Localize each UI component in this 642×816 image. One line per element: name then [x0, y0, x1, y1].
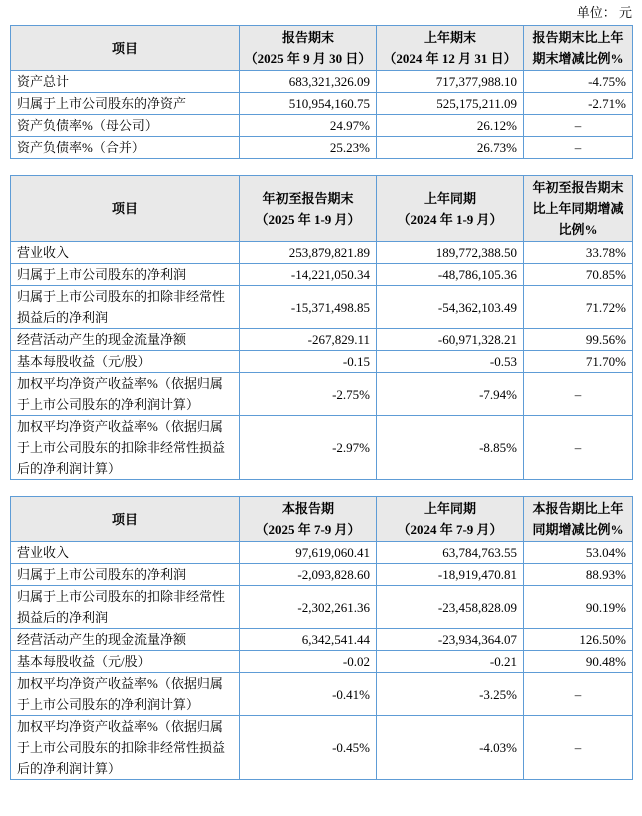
- table-header: [11, 176, 633, 242]
- prior-period-title: 上年同期: [423, 501, 476, 516]
- current-value-cell: 510,954,160.75: [240, 93, 377, 115]
- table-row: [11, 586, 633, 629]
- prior-value-cell: 189,772,388.50: [377, 242, 524, 264]
- item-cell: 基本每股收益（元/股）: [11, 651, 240, 673]
- column-header-current-period: [240, 176, 377, 242]
- change-value-cell: –: [524, 373, 633, 416]
- prior-value-cell: 717,377,988.10: [377, 71, 524, 93]
- unit-label: 单位： 元: [576, 5, 632, 20]
- table-row: [11, 351, 633, 373]
- table-header: [11, 26, 633, 71]
- change-value-cell: 126.50%: [524, 629, 633, 651]
- item-cell: 归属于上市公司股东的扣除非经常性损益后的净利润: [11, 286, 240, 329]
- table-row: [11, 137, 633, 159]
- table-row: [11, 93, 633, 115]
- table-row: [11, 564, 633, 586]
- current-value-cell: -0.02: [240, 651, 377, 673]
- prior-value-cell: 26.12%: [377, 115, 524, 137]
- change-value-cell: -4.75%: [524, 71, 633, 93]
- current-value-cell: -0.45%: [240, 716, 377, 780]
- prior-value-cell: -60,971,328.21: [377, 329, 524, 351]
- item-cell: 加权平均净资产收益率%（依据归属于上市公司股东的扣除非经常性损益后的净利润计算）: [11, 416, 240, 480]
- column-header-change-ratio: 报告期末比上年期末增减比例%: [524, 26, 633, 71]
- prior-value-cell: -0.21: [377, 651, 524, 673]
- current-value-cell: -2.75%: [240, 373, 377, 416]
- current-period-title: 年初至报告期末: [262, 190, 354, 206]
- current-value-cell: -15,371,498.85: [240, 286, 377, 329]
- table-row: [11, 115, 633, 137]
- prior-value-cell: -8.85%: [377, 416, 524, 480]
- prior-value-cell: 63,784,763.55: [377, 542, 524, 564]
- change-value-cell: 90.19%: [524, 586, 633, 629]
- prior-value-cell: -48,786,105.36: [377, 264, 524, 286]
- item-cell: 归属于上市公司股东的净资产: [11, 93, 240, 115]
- prior-value-cell: -23,458,828.09: [377, 586, 524, 629]
- prior-value-cell: 525,175,211.09: [377, 93, 524, 115]
- item-cell: 基本每股收益（元/股）: [11, 351, 240, 373]
- header-row: [11, 176, 633, 242]
- change-value-cell: –: [524, 115, 633, 137]
- item-cell: 资产总计: [11, 71, 240, 93]
- change-value-cell: 33.78%: [524, 242, 633, 264]
- table-row: [11, 373, 633, 416]
- current-value-cell: 25.23%: [240, 137, 377, 159]
- change-value-cell: -2.71%: [524, 93, 633, 115]
- current-value-cell: -2.97%: [240, 416, 377, 480]
- current-value-cell: 253,879,821.89: [240, 242, 377, 264]
- prior-value-cell: -3.25%: [377, 673, 524, 716]
- prior-value-cell: -0.53: [377, 351, 524, 373]
- change-value-cell: –: [524, 673, 633, 716]
- current-value-cell: -0.15: [240, 351, 377, 373]
- current-value-cell: 24.97%: [240, 115, 377, 137]
- table-row: [11, 651, 633, 673]
- current-period-title: 本报告期: [281, 501, 334, 516]
- column-header-current-period: [240, 26, 377, 71]
- item-cell: 加权平均净资产收益率%（依据归属于上市公司股东的净利润计算）: [11, 673, 240, 716]
- current-value-cell: -2,093,828.60: [240, 564, 377, 586]
- column-header-prior-period: [377, 176, 524, 242]
- column-header-change-ratio: 本报告期比上年同期增减比例%: [524, 497, 633, 542]
- table-row: [11, 286, 633, 329]
- item-cell: 加权平均净资产收益率%（依据归属于上市公司股东的扣除非经常性损益后的净利润计算）: [11, 716, 240, 780]
- header-row: [11, 497, 633, 542]
- change-value-cell: 99.56%: [524, 329, 633, 351]
- column-header-prior-period: [377, 497, 524, 542]
- table-row: [11, 264, 633, 286]
- column-header-item: 项目: [11, 176, 240, 242]
- change-value-cell: 71.72%: [524, 286, 633, 329]
- table-row: [11, 416, 633, 480]
- change-value-cell: 53.04%: [524, 542, 633, 564]
- table-row: [11, 716, 633, 780]
- current-quarter-results-table: [10, 496, 633, 780]
- prior-value-cell: -54,362,103.49: [377, 286, 524, 329]
- item-cell: 营业收入: [11, 242, 240, 264]
- period-end-balance-table: [10, 25, 633, 159]
- prior-period-title: 上年期末: [423, 30, 476, 45]
- item-cell: 资产负债率%（母公司）: [11, 115, 240, 137]
- current-value-cell: -0.41%: [240, 673, 377, 716]
- column-header-current-period: [240, 497, 377, 542]
- change-value-cell: –: [524, 137, 633, 159]
- column-header-item: 项目: [11, 26, 240, 71]
- change-value-cell: –: [524, 716, 633, 780]
- prior-period-dates: （2024 年 12 月 31 日）: [383, 51, 517, 66]
- item-cell: 归属于上市公司股东的净利润: [11, 564, 240, 586]
- item-cell: 经营活动产生的现金流量净额: [11, 629, 240, 651]
- item-cell: 资产负债率%（合并）: [11, 137, 240, 159]
- current-period-dates: （2025 年 7-9 月）: [255, 522, 361, 537]
- table-row: [11, 71, 633, 93]
- prior-value-cell: 26.73%: [377, 137, 524, 159]
- change-value-cell: 70.85%: [524, 264, 633, 286]
- table-row: [11, 673, 633, 716]
- change-value-cell: 71.70%: [524, 351, 633, 373]
- prior-value-cell: -4.03%: [377, 716, 524, 780]
- column-header-change-ratio: 年初至报告期末比上年同期增减比例%: [524, 176, 633, 242]
- prior-value-cell: -23,934,364.07: [377, 629, 524, 651]
- table-header: [11, 497, 633, 542]
- prior-value-cell: -7.94%: [377, 373, 524, 416]
- change-value-cell: –: [524, 416, 633, 480]
- current-period-dates: （2025 年 9 月 30 日）: [244, 51, 372, 66]
- current-value-cell: 6,342,541.44: [240, 629, 377, 651]
- header-row: [11, 26, 633, 71]
- item-cell: 归属于上市公司股东的净利润: [11, 264, 240, 286]
- table-row: [11, 329, 633, 351]
- item-cell: 营业收入: [11, 542, 240, 564]
- current-value-cell: -267,829.11: [240, 329, 377, 351]
- prior-period-title: 上年同期: [423, 190, 476, 206]
- column-header-item: 项目: [11, 497, 240, 542]
- item-cell: 归属于上市公司股东的扣除非经常性损益后的净利润: [11, 586, 240, 629]
- change-value-cell: 90.48%: [524, 651, 633, 673]
- current-value-cell: 683,321,326.09: [240, 71, 377, 93]
- current-value-cell: 97,619,060.41: [240, 542, 377, 564]
- table-body: [11, 242, 633, 480]
- prior-period-dates: （2024 年 7-9 月）: [397, 522, 503, 537]
- prior-value-cell: -18,919,470.81: [377, 564, 524, 586]
- table-body: [11, 71, 633, 159]
- current-period-dates: （2025 年 1-9 月）: [255, 211, 361, 227]
- table-row: [11, 629, 633, 651]
- column-header-prior-period: [377, 26, 524, 71]
- year-to-date-results-table: [10, 175, 633, 480]
- item-cell: 加权平均净资产收益率%（依据归属于上市公司股东的净利润计算）: [11, 373, 240, 416]
- table-row: [11, 242, 633, 264]
- current-period-title: 报告期末: [281, 30, 334, 45]
- prior-period-dates: （2024 年 1-9 月）: [397, 211, 503, 227]
- table-body: [11, 542, 633, 780]
- current-value-cell: -14,221,050.34: [240, 264, 377, 286]
- item-cell: 经营活动产生的现金流量净额: [11, 329, 240, 351]
- change-value-cell: 88.93%: [524, 564, 633, 586]
- table-row: [11, 542, 633, 564]
- current-value-cell: -2,302,261.36: [240, 586, 377, 629]
